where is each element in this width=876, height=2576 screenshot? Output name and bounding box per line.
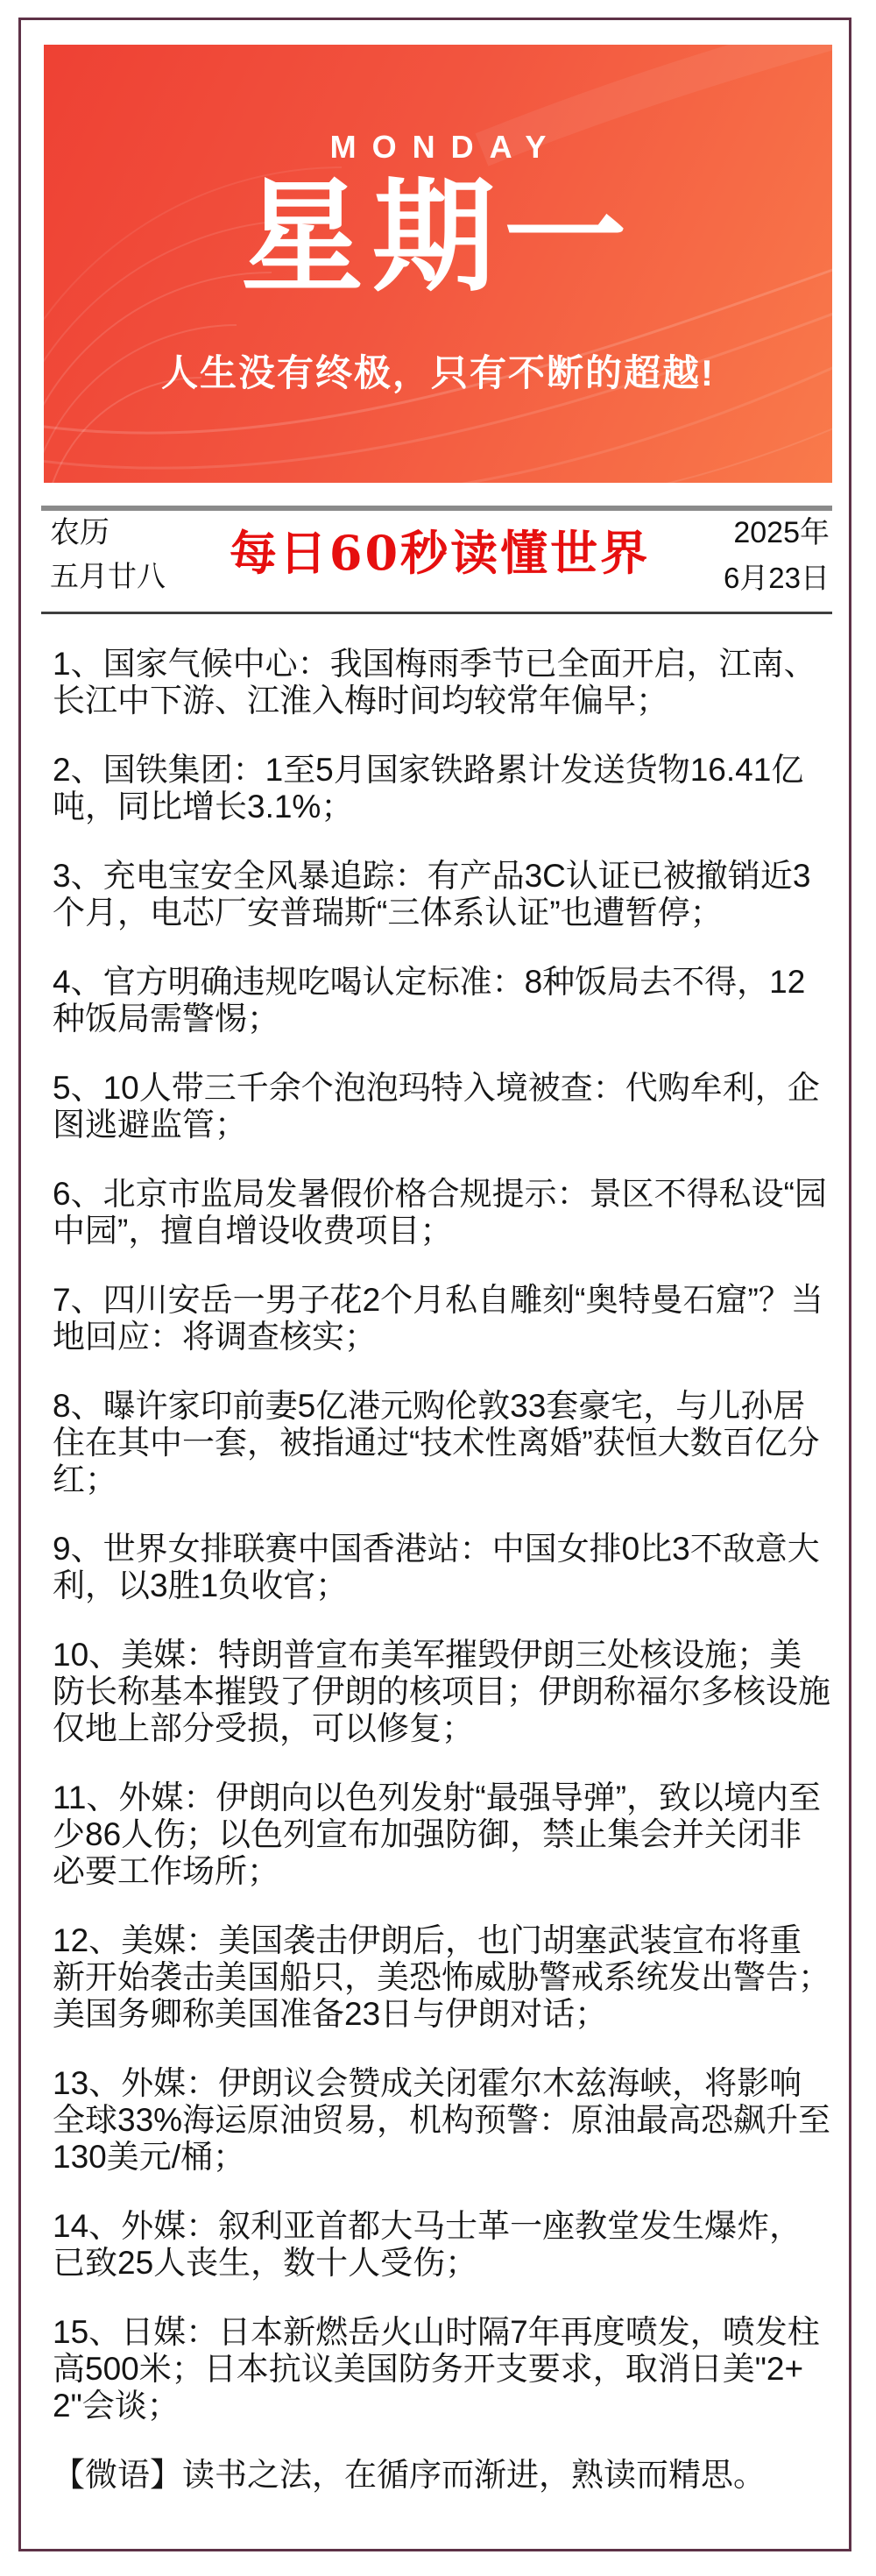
header-banner (44, 45, 832, 483)
news-item: 3、充电宝安全风暴追踪：有产品3C认证已被撤销近3个月，电芯厂安普瑞斯“三体系认证”也遭暂停； (53, 858, 811, 931)
news-item: 5、10人带三千余个泡泡玛特入境被查：代购牟利，企图逃避监管； (53, 1070, 820, 1143)
news-item: 12、美媒：美国袭击伊朗后，也门胡塞武装宣布将重新开始袭击美国船只，美恐怖威胁警戒系统发出警告；美国务卿称美国准备23日与伊朗对话； (53, 1922, 830, 2032)
news-item: 2、国铁集团：1至5月国家铁路累计发送货物16.41亿吨，同比增长3.1%； (53, 752, 804, 824)
news-item: 8、曝许家印前妻5亿港元购伦敦33套豪宅，与儿孙居住在其中一套，被指通过“技术性离婚”获恒大数百亿分红； (53, 1388, 820, 1497)
news-item: 11、外媒：伊朗向以色列发射“最强导弹”，致以境内至少86人伤；以色列宣布加强防御，禁止集会并关闭非必要工作场所； (53, 1780, 822, 1889)
weekday-english-label: MONDAY (329, 129, 562, 165)
news-item: 1、国家气候中心：我国梅雨季节已全面开启，江南、长江中下游、江淮入梅时间均较常年偏早； (53, 646, 816, 718)
news-item: 4、官方明确违规吃喝认定标准：8种饭局去不得，12种饭局需警惕； (53, 964, 806, 1037)
divider-thick (41, 506, 832, 511)
lunar-calendar-label: 农历 (50, 516, 110, 549)
weekday-chinese-title: 星期一 (240, 166, 635, 309)
banner-slogan: 人生没有终极，只有不断的超越! (161, 352, 715, 393)
news-item: 6、北京市监局发暑假价格合规提示：景区不得私设“园中园”，擅自增设收费项目； (53, 1176, 827, 1249)
news-item: 9、世界女排联赛中国香港站：中国女排0比3不敌意大利，以3胜1负收官； (53, 1531, 820, 1603)
news-item: 14、外媒：叙利亚首都大马士革一座教堂发生爆炸，已致25人丧生，数十人受伤； (53, 2208, 802, 2281)
divider-thin (41, 612, 832, 614)
weiyu-quote: 【微语】读书之法，在循序而渐进，熟读而精思。 (53, 2457, 766, 2493)
news-list (53, 646, 832, 2526)
lunar-date: 五月廿八 (50, 560, 166, 592)
news-item: 10、美媒：特朗普宣布美军摧毁伊朗三处核设施；美防长称基本摧毁了伊朗的核项目；伊朗称福尔多核设施仅地上部分受损，可以修复； (53, 1637, 830, 1746)
date-bar (50, 515, 830, 612)
news-item: 7、四川安岳一男子花2个月私自雕刻“奥特曼石窟”？当地回应：将调查核实； (53, 1282, 823, 1355)
news-item: 15、日媒：日本新燃岳火山时隔7年再度喷发，喷发柱高500米；日本抗议美国防务开支要求，取消日美"2+2"会谈； (53, 2314, 820, 2424)
news-item: 13、外媒：伊朗议会赞成关闭霍尔木兹海峡，将影响全球33%海运原油贸易，机构预警：原油最高恐飙升至130美元/桶； (53, 2065, 831, 2175)
date-label: 6月23日 (723, 562, 830, 594)
page-title: 每日60秒读懂世界 (229, 525, 651, 581)
year-label: 2025年 (733, 516, 830, 549)
